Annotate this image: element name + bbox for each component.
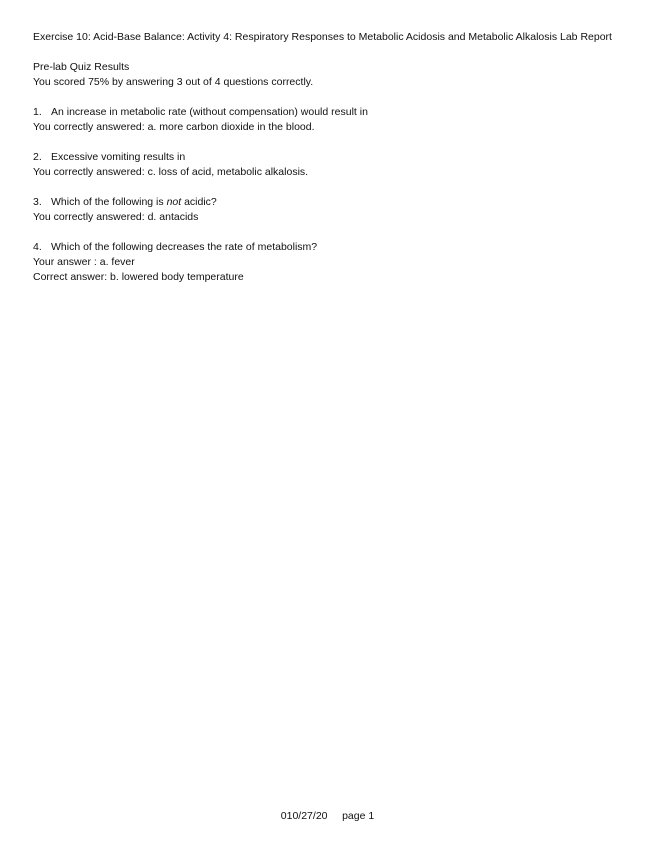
question-3 [33, 195, 628, 225]
quiz-heading: Pre-lab Quiz Results [33, 61, 130, 73]
question-2-result: You correctly answered: c. loss of acid, metabolic alkalosis. [33, 166, 309, 178]
question-4-your-answer: Your answer : a. fever [33, 256, 135, 268]
question-2-number: 2. [33, 151, 42, 163]
question-3-prompt-start: Which of the following is [51, 196, 167, 208]
question-4-number: 4. [33, 241, 42, 253]
question-1-result: You correctly answered: a. more carbon dioxide in the blood. [33, 121, 315, 133]
question-2-prompt: Excessive vomiting results in [51, 151, 186, 163]
question-1-text [33, 105, 628, 120]
question-1 [33, 105, 628, 135]
footer-date: 010/27/20 [280, 810, 328, 822]
question-4-correct-answer: Correct answer: b. lowered body temperature [33, 271, 244, 283]
quiz-summary [33, 60, 628, 90]
question-4-prompt: Which of the following decreases the rate of metabolism? [51, 241, 318, 253]
question-3-number: 3. [33, 196, 42, 208]
question-3-prompt-end: acidic? [181, 196, 217, 208]
question-2-text [33, 150, 628, 165]
question-4 [33, 240, 628, 285]
page-footer [0, 809, 655, 824]
question-2 [33, 150, 628, 180]
question-4-text [33, 240, 628, 255]
question-1-prompt: An increase in metabolic rate (without compensation) would result in [51, 106, 368, 118]
quiz-score: You scored 75% by answering 3 out of 4 questions correctly. [33, 76, 314, 88]
footer-page-number: page 1 [342, 810, 375, 822]
question-3-result: You correctly answered: d. antacids [33, 211, 199, 223]
question-1-number: 1. [33, 106, 42, 118]
report-page [33, 29, 628, 285]
question-3-text [33, 195, 628, 210]
question-3-emphasis: not [166, 196, 182, 208]
report-title: Exercise 10: Acid-Base Balance: Activity 4: Respiratory Responses to Metabolic Acidosis and Metabolic Alkalosis Lab Report [33, 31, 612, 43]
